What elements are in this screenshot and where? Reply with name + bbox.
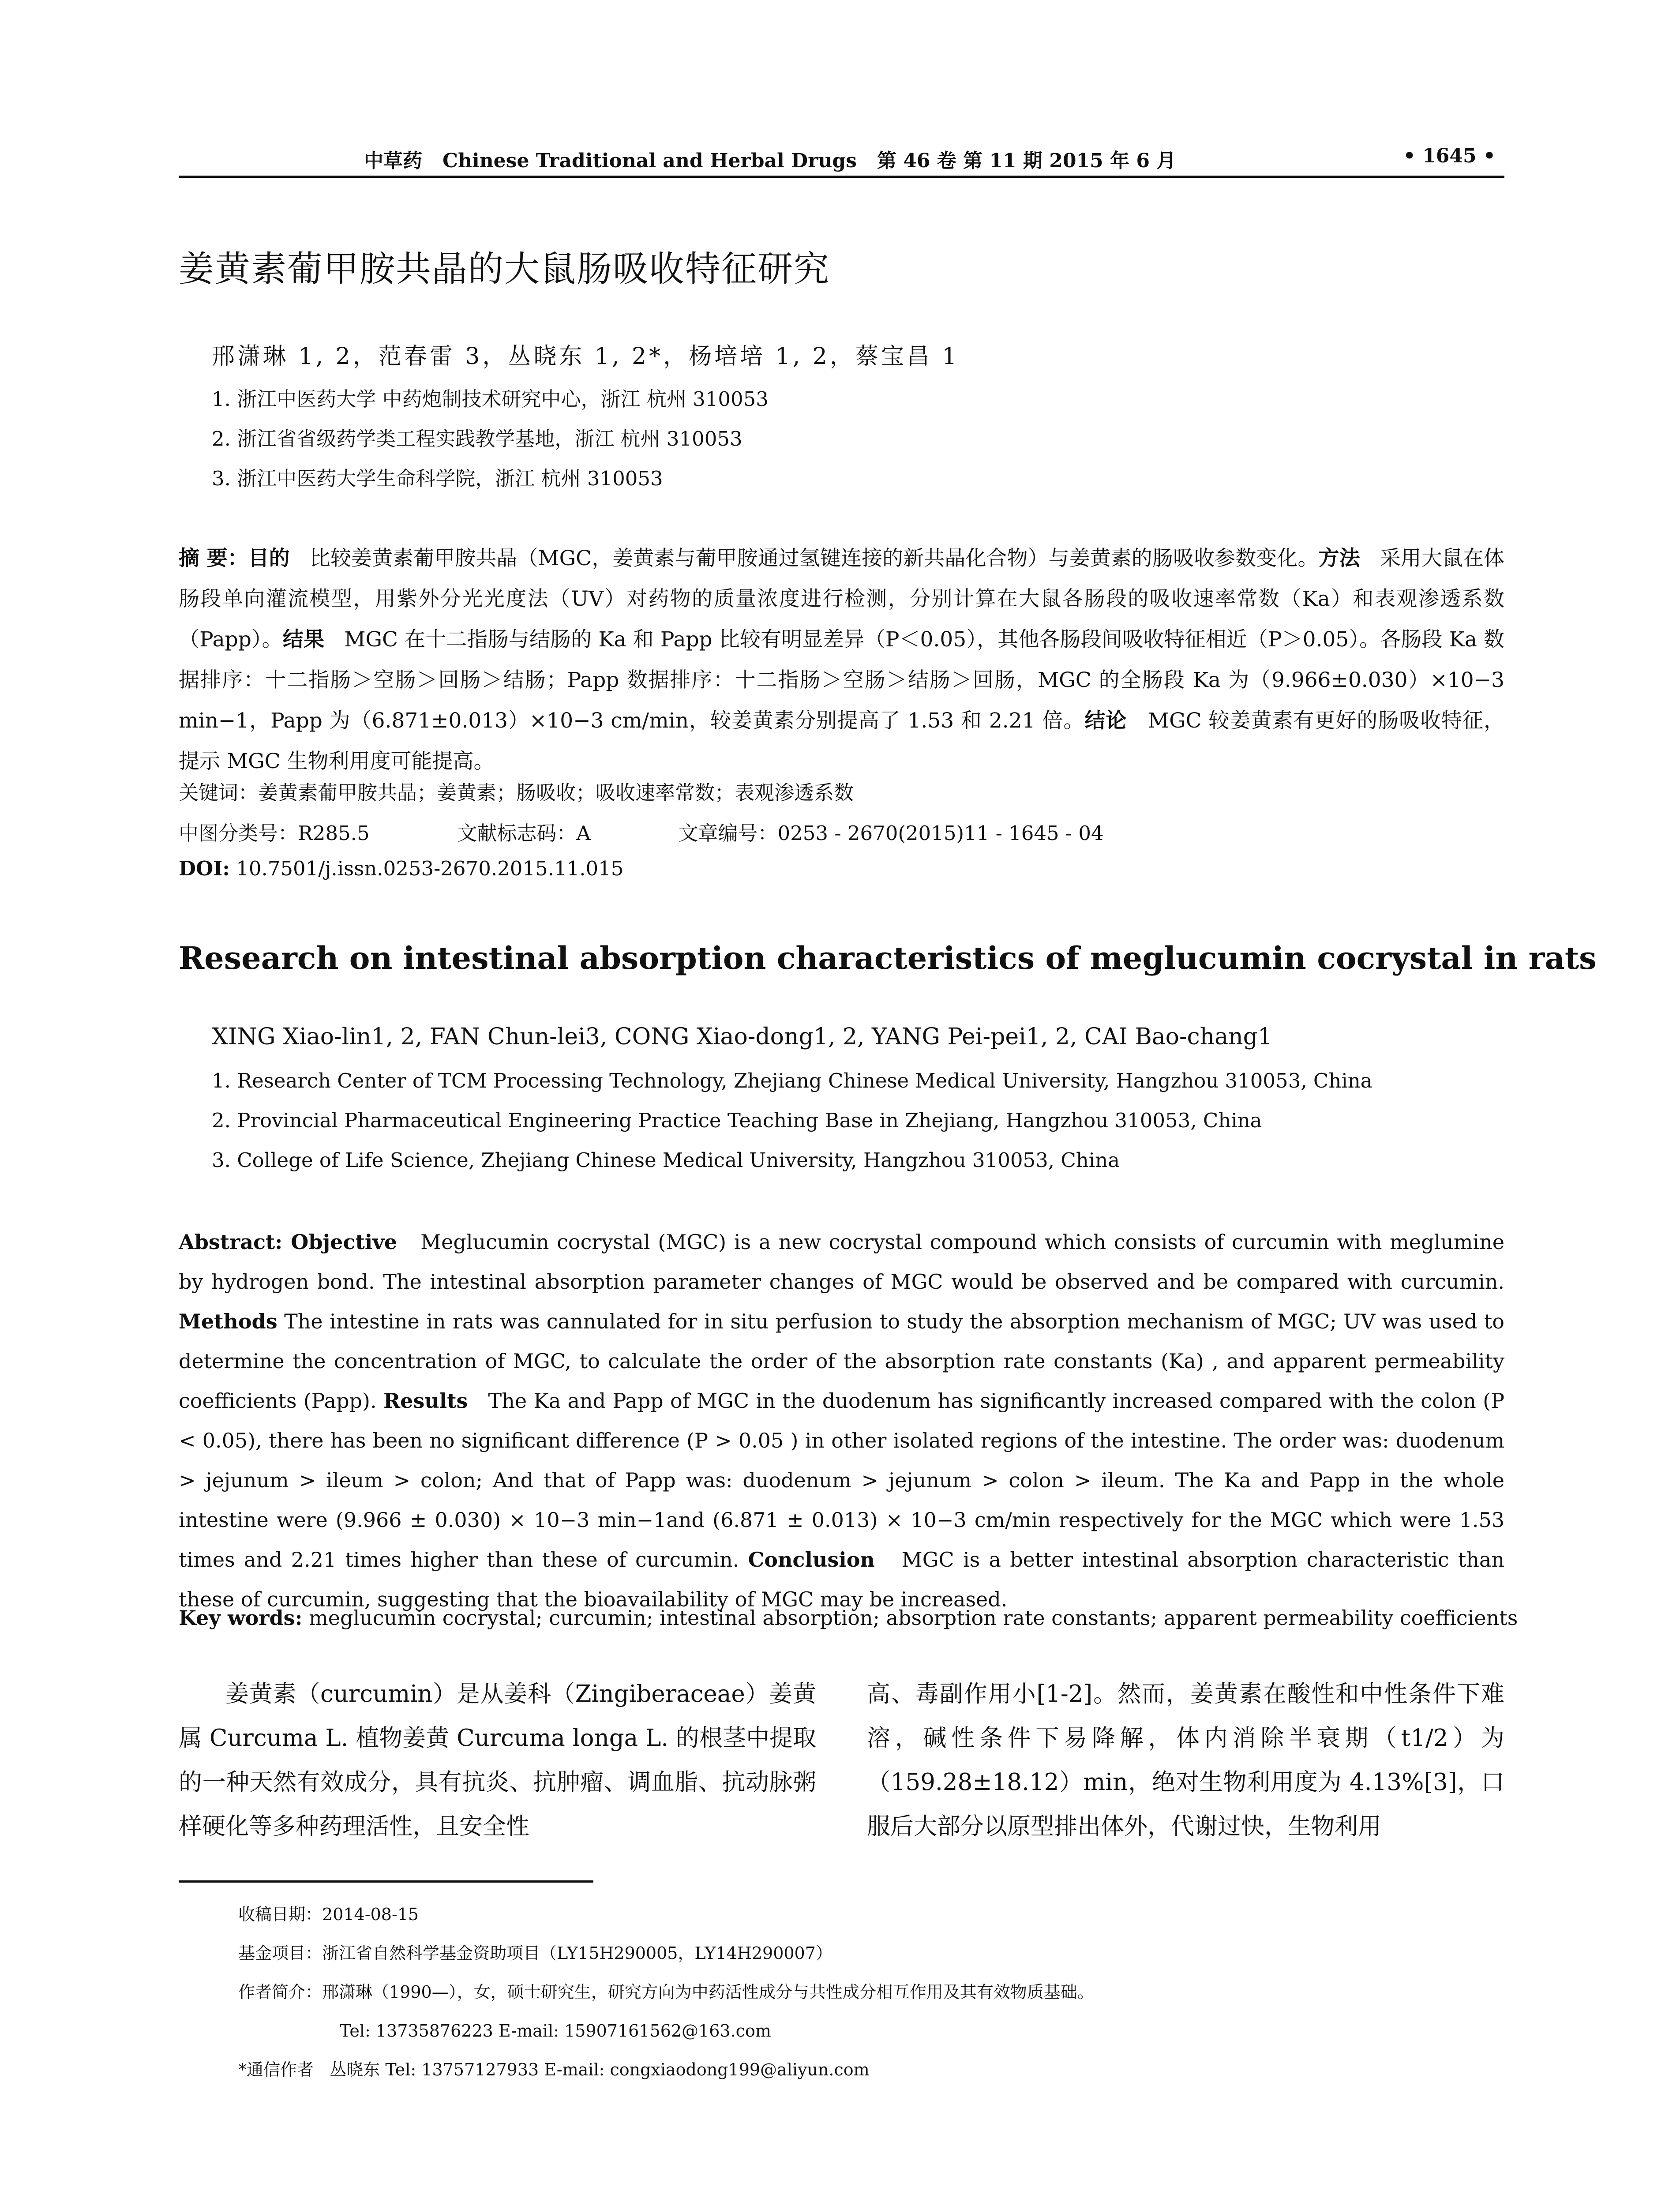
chinese-keywords-label: 关键词： xyxy=(179,781,259,804)
received-date: 2014-08-15 xyxy=(322,1905,419,1924)
article-no-label: 文章编号： xyxy=(678,822,778,845)
chinese-affiliation-1: 1. 浙江中医药大学 中药炮制技术研究中心，浙江 杭州 310053 xyxy=(212,387,769,411)
doi-line xyxy=(179,857,1504,880)
footnote-divider xyxy=(179,1880,593,1883)
article-no-value: 0253 - 2670(2015)11 - 1645 - 04 xyxy=(777,822,1104,845)
chinese-keywords xyxy=(179,777,1504,805)
journal-issue: 第 46 卷 第 11 期 2015 年 6 月 xyxy=(877,150,1176,172)
classification-line xyxy=(179,817,1504,846)
chinese-methods: 采用大鼠在体肠段单向灌流模型，用紫外分光光度法（UV）对药物的质量浓度进行检测，分别计算在大鼠各肠段的吸收速率常数（Ka）和表观渗透系数（Papp）。 xyxy=(179,546,1505,652)
english-conclusion-label: Conclusion xyxy=(748,1548,875,1572)
clc-value: R285.5 xyxy=(298,822,370,845)
english-abstract-label: Abstract: Objective xyxy=(179,1230,398,1254)
chinese-conclusion: MGC 较姜黄素有更好的肠吸收特征，提示 MGC 生物利用度可能提高。 xyxy=(179,709,1505,773)
english-results-label: Results xyxy=(383,1389,468,1413)
page-number: • 1645 • xyxy=(1403,145,1496,167)
english-objective: Meglucumin cocrystal (MGC) is a new cocrystal compound which consists of curcumin with meglumine by hydrogen bond. The intestinal absorption parameter changes of MGC would be observed and be compared with curcumin. xyxy=(179,1230,1504,1294)
journal-info xyxy=(364,145,1176,173)
english-keywords xyxy=(179,1606,1518,1630)
chinese-keywords-text: 姜黄素葡甲胺共晶；姜黄素；肠吸收；吸收速率常数；表观渗透系数 xyxy=(258,781,854,804)
chinese-abstract-label: 摘 要： xyxy=(179,546,248,570)
corresponding-text: 丛晓东 Tel: 13757127933 E-mail: congxiaodong199@aliyun.com xyxy=(330,2060,870,2079)
english-affiliations xyxy=(212,1061,1372,1180)
chinese-title: 姜黄素葡甲胺共晶的大鼠肠吸收特征研究 xyxy=(179,248,830,289)
english-affiliation-3: 3. College of Life Science, Zhejiang Chinese Medical University, Hangzhou 310053, China xyxy=(212,1148,1120,1172)
journal-name-cn: 中草药 xyxy=(364,150,422,172)
journal-name-en: Chinese Traditional and Herbal Drugs xyxy=(442,150,857,172)
chinese-objective: 比较姜黄素葡甲胺共晶（MGC，姜黄素与葡甲胺通过氢键连接的新共晶化合物）与姜黄素的肠吸收参数变化。 xyxy=(309,546,1319,570)
footnote-fund xyxy=(238,1934,1094,1973)
corresponding-label: *通信作者 xyxy=(238,2060,314,2079)
footnote-corresponding xyxy=(238,2050,1094,2089)
footnote-received xyxy=(238,1895,1094,1934)
english-abstract xyxy=(179,1222,1504,1619)
english-affiliation-2: 2. Provincial Pharmaceutical Engineering Practice Teaching Base in Zhejiang, Hangzhou 310053, China xyxy=(212,1109,1262,1132)
english-methods-label: Methods xyxy=(179,1309,278,1333)
chinese-abstract xyxy=(179,538,1504,782)
clc-label: 中图分类号： xyxy=(179,822,298,845)
fund-label: 基金项目： xyxy=(238,1943,322,1963)
english-methods: The intestine in rats was cannulated for in situ perfusion to study the absorption mechanism of MGC; UV was used to determine the concentration of MGC, to calculate the order of the absorption rate constants (Ka) , and apparent permeability coefficients (Papp). xyxy=(179,1309,1504,1413)
english-authors: XING Xiao-lin1, 2, FAN Chun-lei3, CONG Xiao-dong1, 2, YANG Pei-pei1, 2, CAI Bao-chang1 xyxy=(212,1024,1273,1050)
english-results: The Ka and Papp of MGC in the duodenum has significantly increased compared with the colon (P < 0.05), there has been no significant difference (P > 0.05 ) in other isolated regions of the intestine. The order was: duodenum > jejunum > ileum > colon; And that of Papp was: duodenum > jejunum > colon > ileum. The Ka and Papp in the whole intestine were (9.966 ± 0.030) × 10−3 min−1and (6.871 ± 0.013) × 10−3 cm/min respectively for the MGC which were 1.53 times and 2.21 times higher than these of curcumin. xyxy=(179,1389,1505,1572)
chinese-conclusion-label: 结论 xyxy=(1084,709,1127,733)
chinese-authors: 邢潇琳 1, 2，范春雷 3，丛晓东 1, 2*，杨培培 1, 2，蔡宝昌 1 xyxy=(212,343,960,370)
doc-code-label: 文献标志码： xyxy=(457,822,577,845)
english-affiliation-1: 1. Research Center of TCM Processing Technology, Zhejiang Chinese Medical University, Hangzhou 310053, China xyxy=(212,1069,1372,1092)
chinese-affiliations xyxy=(212,379,769,499)
english-title: Research on intestinal absorption characteristics of meglucumin cocrystal in rats xyxy=(179,940,1597,976)
doi-value: 10.7501/j.issn.0253-2670.2015.11.015 xyxy=(236,857,624,880)
received-label: 收稿日期： xyxy=(238,1905,322,1924)
chinese-methods-label: 方法 xyxy=(1318,546,1360,570)
footnote-bio xyxy=(238,1973,1094,2011)
doc-code-value: A xyxy=(576,822,591,845)
chinese-affiliation-2: 2. 浙江省省级药学类工程实践教学基地，浙江 杭州 310053 xyxy=(212,427,742,450)
english-conclusion: MGC is a better intestinal absorption characteristic than these of curcumin, suggesting that the bioavailability of MGC may be increased. xyxy=(179,1548,1505,1611)
chinese-results: MGC 在十二指肠与结肠的 Ka 和 Papp 比较有明显差异（P＜0.05），其他各肠段间吸收特征相近（P＞0.05）。各肠段 Ka 数据排序：十二指肠＞空肠＞回肠＞结肠；Papp 数据排序：十二指肠＞空肠＞结肠＞回肠，MGC 的全肠段 Ka 为（9.966±0.030）×10−3 min−1，Papp 为（6.871±0.013）×10−3 cm/min，较姜黄素分别提高了 1.53 和 2.21 倍。 xyxy=(179,627,1504,733)
english-keywords-text: meglucumin cocrystal; curcumin; intestinal absorption; absorption rate constants; apparent permeability coefficients xyxy=(309,1606,1518,1630)
chinese-affiliation-3: 3. 浙江中医药大学生命科学院，浙江 杭州 310053 xyxy=(212,467,663,490)
running-header xyxy=(179,140,1504,178)
body-column-left: 姜黄素（curcumin）是从姜科（Zingiberaceae）姜黄属 Curcuma L. 植物姜黄 Curcuma longa L. 的根茎中提取的一种天然有效成分，具有抗炎、抗肿瘤、调血脂、抗动脉粥样硬化等多种药理活性，且安全性 xyxy=(179,1681,816,1840)
fund-text: 浙江省自然科学基金资助项目（LY15H290005，LY14H290007） xyxy=(322,1943,832,1963)
bio-text: 邢潇琳（1990—），女，硕士研究生，研究方向为中药活性成分与共性成分相互作用及其有效物质基础。 xyxy=(322,1982,1094,2002)
bio-label: 作者简介： xyxy=(238,1982,322,2002)
bio-contact: Tel: 13735876223 E-mail: 15907161562@163.com xyxy=(340,2021,771,2041)
english-keywords-label: Key words: xyxy=(179,1606,303,1630)
doi-label: DOI: xyxy=(179,857,230,880)
chinese-objective-label: 目的 xyxy=(248,546,290,570)
body-column-right: 高、毒副作用小[1-2]。然而，姜黄素在酸性和中性条件下难溶，碱性条件下易降解，体内消除半衰期（t1/2）为（159.28±18.12）min，绝对生物利用度为 4.13%[3]，口服后大部分以原型排出体外，代谢过快，生物利用 xyxy=(867,1681,1504,1840)
footnotes xyxy=(238,1895,1094,2089)
chinese-results-label: 结果 xyxy=(282,627,325,652)
